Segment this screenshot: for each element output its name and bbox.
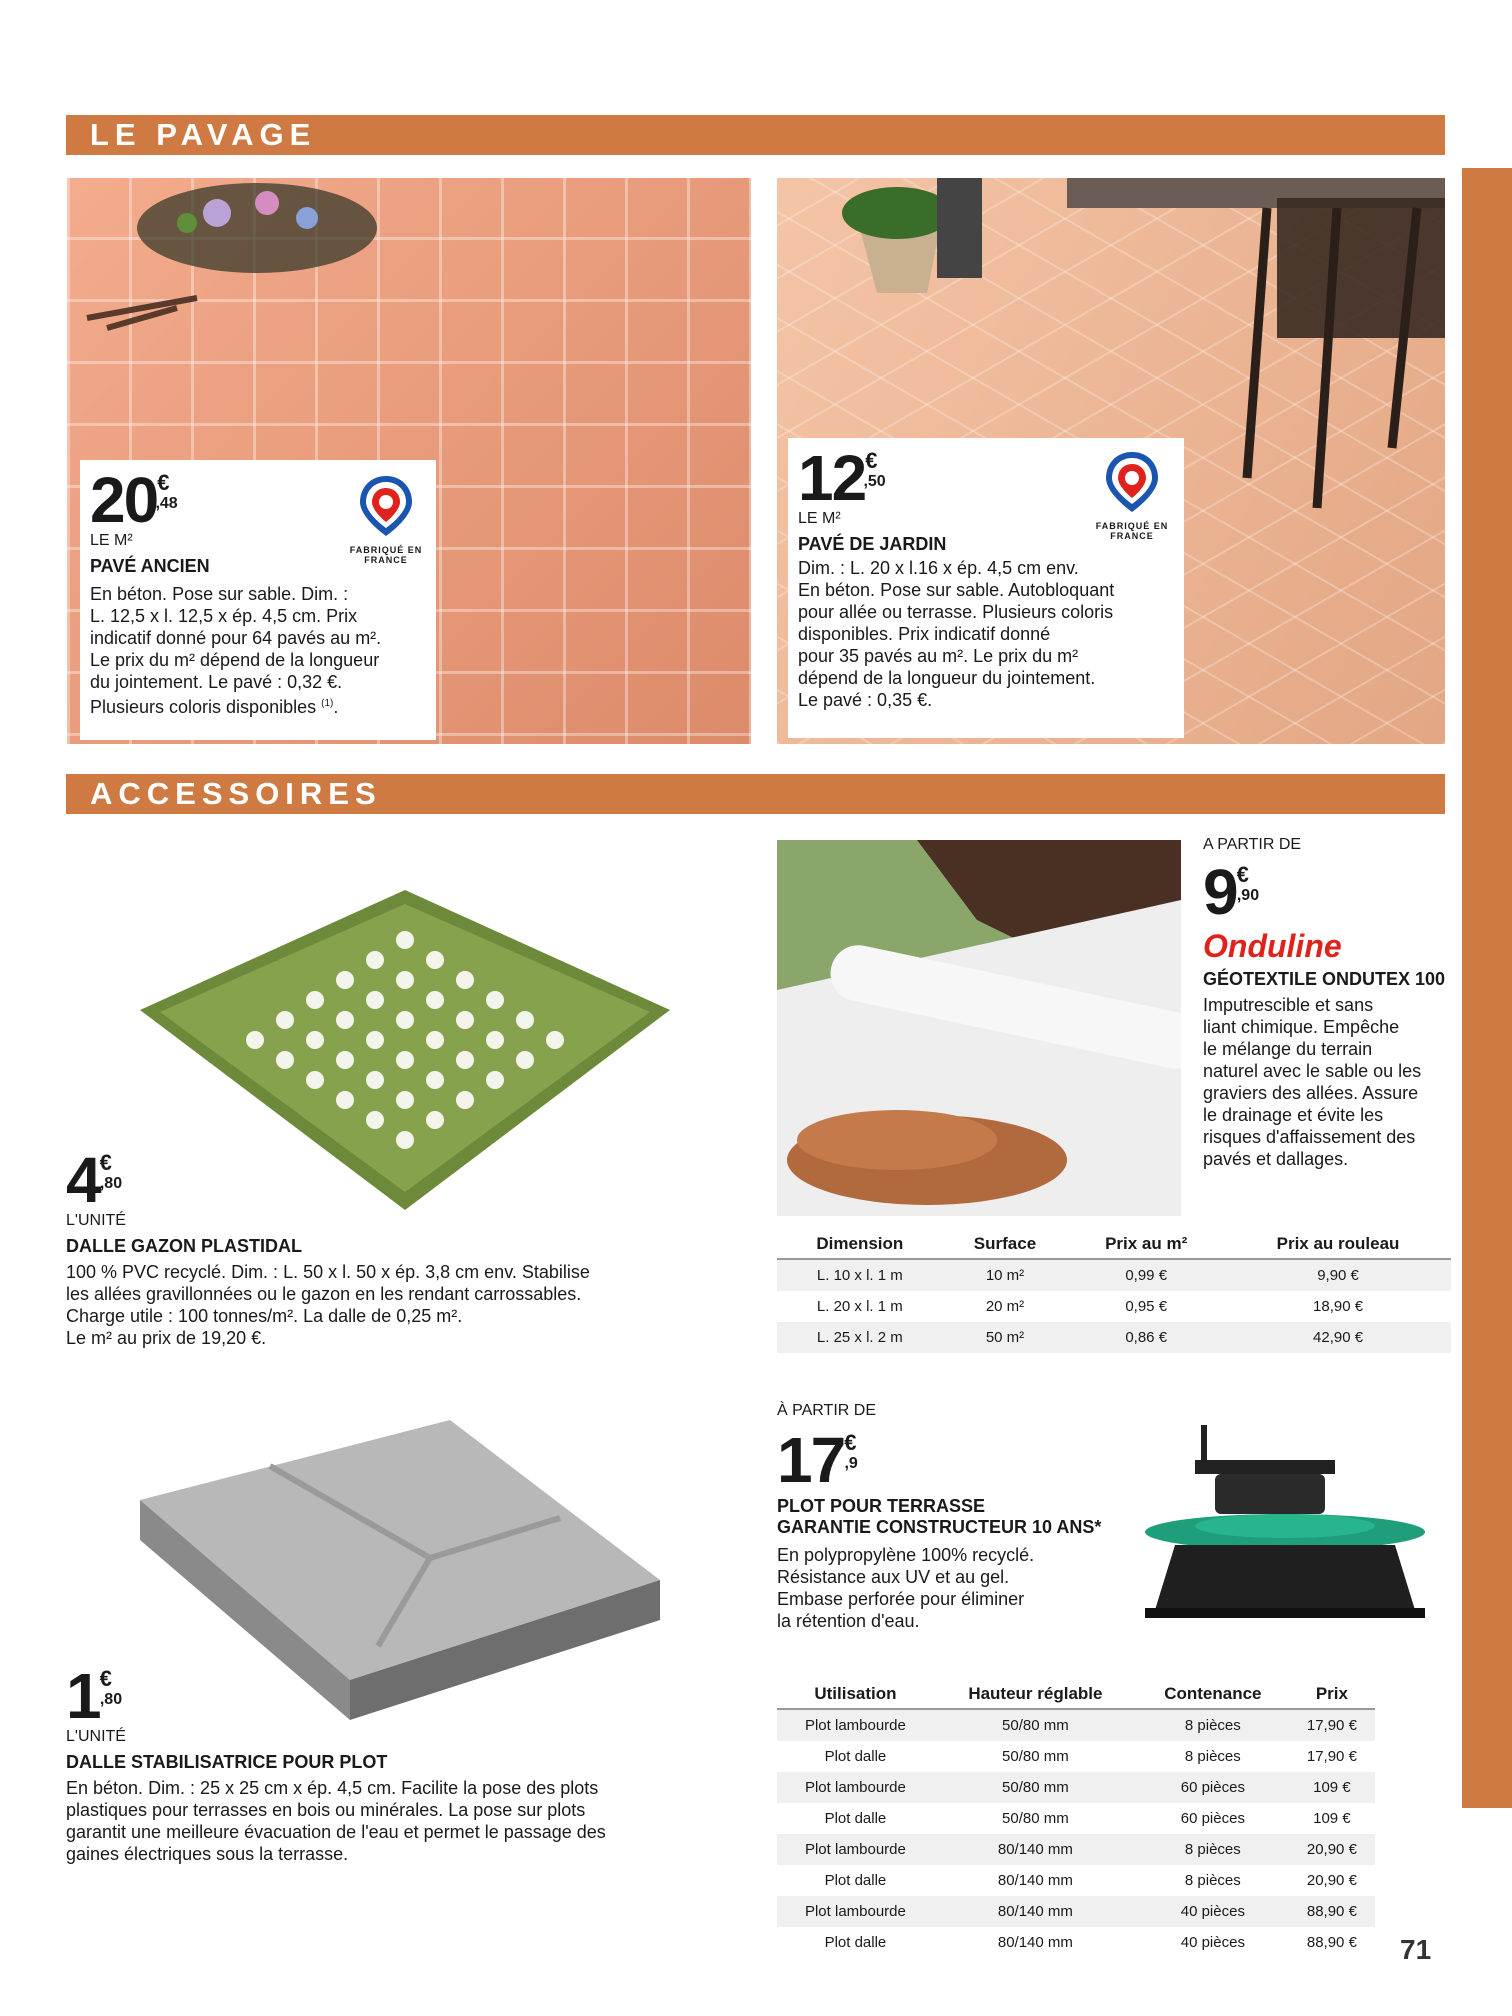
table-cell: Plot lambourde: [777, 1772, 934, 1803]
table-cell: 10 m²: [943, 1259, 1068, 1291]
desc-line: du jointement. Le pavé : 0,32 €.: [90, 672, 343, 692]
table-cell: 20 m²: [985, 1298, 1025, 1315]
price-cents: ,50: [863, 473, 886, 490]
desc-line: risques d'affaissement des: [1203, 1127, 1416, 1147]
table-cell: 40 pièces: [1137, 1896, 1289, 1927]
product-description: [90, 583, 426, 718]
price-cents: ,9: [844, 1455, 858, 1472]
table-cell: L. 25 x l. 2 m: [777, 1322, 943, 1353]
fabrique-en-france-label: FABRIQUÉ EN FRANCE: [1095, 521, 1169, 541]
table-row: [777, 1709, 1375, 1741]
table-cell: Plot lambourde: [777, 1834, 934, 1865]
desc-line: Charge utile : 100 tonnes/m². La dalle de 0,25 m².: [66, 1306, 463, 1326]
table-cell: 0,95 €: [1125, 1298, 1168, 1315]
table-cell: 109 €: [1313, 1810, 1351, 1827]
desc-line: Plusieurs coloris disponibles $^{(1)}$.: [90, 697, 339, 717]
desc-line: dépend de la longueur du jointement.: [798, 668, 1096, 688]
dalle-gazon-block: [66, 1144, 706, 1349]
terrace-pedestal-illustration: [1115, 1420, 1455, 1630]
desc-line: la rétention d'eau.: [777, 1611, 920, 1631]
pave-jardin-badge: [1094, 446, 1170, 541]
table-cell: 0,86 €: [1067, 1322, 1225, 1353]
table-header-row: [777, 1230, 1451, 1259]
footnote-marker: (1): [321, 698, 334, 709]
table-cell: 17,90 €: [1306, 1748, 1357, 1765]
table-cell: Plot lambourde: [777, 1896, 934, 1927]
table-cell: 80/140 mm: [997, 1872, 1073, 1889]
desc-line: Le prix du m² dépend de la longueur: [90, 650, 380, 670]
table-header: Surface: [943, 1230, 1068, 1259]
location-pin-icon: [1094, 446, 1170, 516]
price-prefix: A PARTIR DE: [1203, 836, 1302, 853]
table-cell: 20,90 €: [1306, 1872, 1357, 1889]
desc-line: Embase perforée pour éliminer: [777, 1589, 1025, 1609]
table-cell: 88,90 €: [1289, 1896, 1375, 1927]
table-cell: 50/80 mm: [1002, 1810, 1069, 1827]
product-warranty: GARANTIE CONSTRUCTEUR 10 ANS*: [777, 1517, 1102, 1537]
price-currency: €: [157, 470, 170, 495]
table-row: [777, 1834, 1375, 1865]
desc-line: En béton. Pose sur sable. Autobloquant: [798, 580, 1115, 600]
table-cell: 60 pièces: [1180, 1810, 1245, 1827]
desc-line: En polypropylène 100% recyclé.: [777, 1545, 1035, 1565]
table-cell: Plot dalle: [824, 1748, 887, 1765]
table-cell: 60 pièces: [1137, 1772, 1289, 1803]
table-header: Hauteur réglable: [934, 1680, 1137, 1709]
price-currency: €: [844, 1430, 857, 1455]
page-number: 71: [1400, 1934, 1432, 1965]
table-cell: 50/80 mm: [1002, 1748, 1069, 1765]
table-cell: 109 €: [1289, 1772, 1375, 1803]
desc-line: Résistance aux UV et au gel.: [777, 1567, 1010, 1587]
table-cell: 9,90 €: [1225, 1259, 1451, 1291]
desc-line: graviers des allées. Assure: [1203, 1083, 1419, 1103]
table-row: [777, 1896, 1375, 1927]
desc-line: En béton. Pose sur sable. Dim. :: [90, 584, 349, 604]
price-cents: ,80: [99, 1691, 123, 1708]
desc-line: plastiques pour terrasses en bois ou minérales. La pose sur plots: [66, 1800, 586, 1820]
table-row: [777, 1291, 1451, 1322]
table-row: [777, 1865, 1375, 1896]
table-cell: L. 20 x l. 1 m: [816, 1298, 903, 1315]
price-currency: €: [865, 448, 878, 473]
desc-line: liant chimique. Empêche: [1203, 1017, 1400, 1037]
table-cell: 8 pièces: [1137, 1834, 1289, 1865]
geotextile-photo: [777, 840, 1181, 1216]
desc-line: le mélange du terrain: [1203, 1039, 1373, 1059]
table-cell: 88,90 €: [1306, 1934, 1357, 1951]
product-name: PLOT POUR TERRASSE: [777, 1496, 986, 1516]
sidebar-tab: [1462, 168, 1512, 1808]
table-cell: Plot lambourde: [777, 1709, 934, 1741]
section-title-pavage: LE PAVAGE: [66, 115, 1445, 155]
table-cell: 8 pièces: [1184, 1748, 1241, 1765]
price-euros: 1: [66, 1660, 100, 1732]
price-currency: €: [99, 1666, 112, 1691]
table-header: Utilisation: [777, 1680, 934, 1709]
desc-line: Imputrescible et sans: [1203, 995, 1374, 1015]
desc-line: indicatif donné pour 64 pavés au m².: [90, 628, 382, 648]
table-cell: L. 10 x l. 1 m: [777, 1259, 943, 1291]
table-cell: 8 pièces: [1137, 1709, 1289, 1741]
table-cell: Plot dalle: [824, 1810, 887, 1827]
desc-line: Dim. : L. 20 x l.16 x ép. 4,5 cm env.: [798, 558, 1079, 578]
desc-line: les allées gravillonnées ou le gazon en les rendant carrossables.: [66, 1284, 582, 1304]
product-name: PAVÉ ANCIEN: [90, 556, 210, 576]
product-name: DALLE GAZON PLASTIDAL: [66, 1236, 302, 1256]
table-cell: 50 m²: [943, 1322, 1068, 1353]
product-name: GÉOTEXTILE ONDUTEX 100: [1203, 969, 1446, 989]
price-unit: LE M²: [90, 532, 133, 549]
table-header: Prix au rouleau: [1225, 1230, 1451, 1259]
table-cell: 50/80 mm: [934, 1772, 1137, 1803]
table-cell: 80/140 mm: [934, 1896, 1137, 1927]
price-euros: 12: [798, 442, 866, 514]
table-cell: Plot dalle: [824, 1934, 887, 1951]
desc-line: pavés et dallages.: [1203, 1149, 1349, 1169]
desc-line: L. 12,5 x l. 12,5 x ép. 4,5 cm. Prix: [90, 606, 358, 626]
desc-line: naturel avec le sable ou les: [1203, 1061, 1422, 1081]
desc-line: Le m² au prix de 19,20 €.: [66, 1328, 267, 1348]
section-title-accessoires: ACCESSOIRES: [66, 774, 1445, 814]
table-row: [777, 1803, 1375, 1834]
product-name: PAVÉ DE JARDIN: [798, 534, 947, 554]
price-cents: ,80: [99, 1175, 123, 1192]
desc-line: pour allée ou terrasse. Plusieurs coloris: [798, 602, 1114, 622]
desc-line: garantit une meilleure évacuation de l'eau et permet le passage des: [66, 1822, 606, 1842]
price-prefix: À PARTIR DE: [777, 1402, 876, 1419]
dalle-gazon-price: [66, 1144, 706, 1216]
plot-image: [1115, 1420, 1455, 1630]
table-cell: 17,90 €: [1289, 1709, 1375, 1741]
table-row: [777, 1772, 1375, 1803]
price-cents: ,48: [155, 495, 178, 512]
onduline-logo: Onduline: [1203, 928, 1342, 964]
table-header: Dimension: [777, 1230, 943, 1259]
desc-line: En béton. Dim. : 25 x 25 cm x ép. 4,5 cm. Facilite la pose des plots: [66, 1778, 599, 1798]
price-currency: €: [1236, 862, 1249, 887]
price-euros: 9: [1203, 856, 1237, 928]
table-header: Prix au m²: [1067, 1230, 1225, 1259]
product-description: [66, 1261, 706, 1349]
desc-line: disponibles. Prix indicatif donné: [798, 624, 1051, 644]
desc-line: le drainage et évite les: [1203, 1105, 1384, 1125]
dalle-stabilisatrice-block: [66, 1660, 746, 1865]
table-cell: 80/140 mm: [934, 1834, 1137, 1865]
table-cell: 50/80 mm: [934, 1709, 1137, 1741]
price-cents: ,90: [1236, 887, 1260, 904]
table-cell: 80/140 mm: [997, 1934, 1073, 1951]
desc-line: 100 % PVC recyclé. Dim. : L. 50 x l. 50 x ép. 3,8 cm env. Stabilise: [66, 1262, 590, 1282]
geotextile-block: [1203, 836, 1463, 1170]
table-cell: 42,90 €: [1225, 1322, 1451, 1353]
price-euros: 4: [66, 1144, 100, 1216]
desc-text: Plusieurs coloris disponibles: [90, 697, 317, 717]
product-description: [1203, 994, 1463, 1170]
table-cell: 8 pièces: [1184, 1872, 1241, 1889]
geotextile-price: [1203, 856, 1463, 928]
price-euros: 17: [777, 1424, 845, 1496]
table-cell: 40 pièces: [1180, 1934, 1245, 1951]
plot-table: [777, 1680, 1375, 1958]
table-header: Contenance: [1137, 1680, 1289, 1709]
geotextile-roll-illustration: [777, 840, 1181, 1216]
table-row: [777, 1322, 1451, 1353]
table-header-row: [777, 1680, 1375, 1709]
product-description: [66, 1777, 746, 1865]
table-header: Prix: [1289, 1680, 1375, 1709]
table-row: [777, 1259, 1451, 1291]
fabrique-en-france-label: FABRIQUÉ EN FRANCE: [349, 545, 423, 565]
table-cell: 18,90 €: [1313, 1298, 1364, 1315]
desc-line: gaines électriques sous la terrasse.: [66, 1844, 349, 1864]
desc-line: pour 35 pavés au m². Le prix du m²: [798, 646, 1079, 666]
table-row: [777, 1927, 1375, 1958]
location-pin-icon: [348, 470, 424, 540]
table-cell: Plot dalle: [824, 1872, 887, 1889]
price-currency: €: [99, 1150, 112, 1175]
geotextile-table: [777, 1230, 1451, 1353]
price-euros: 20: [90, 464, 158, 536]
price-unit: L'UNITÉ: [66, 1728, 126, 1745]
product-description: [798, 557, 1174, 711]
table-cell: 0,99 €: [1067, 1259, 1225, 1291]
pave-ancien-badge: [348, 470, 424, 565]
table-row: [777, 1741, 1375, 1772]
price-unit: LE M²: [798, 510, 841, 527]
desc-line: Le pavé : 0,35 €.: [798, 690, 933, 710]
price-unit: L'UNITÉ: [66, 1212, 126, 1229]
product-name: DALLE STABILISATRICE POUR PLOT: [66, 1752, 388, 1772]
dalle-stabilisatrice-price: [66, 1660, 746, 1732]
table-cell: 20,90 €: [1289, 1834, 1375, 1865]
